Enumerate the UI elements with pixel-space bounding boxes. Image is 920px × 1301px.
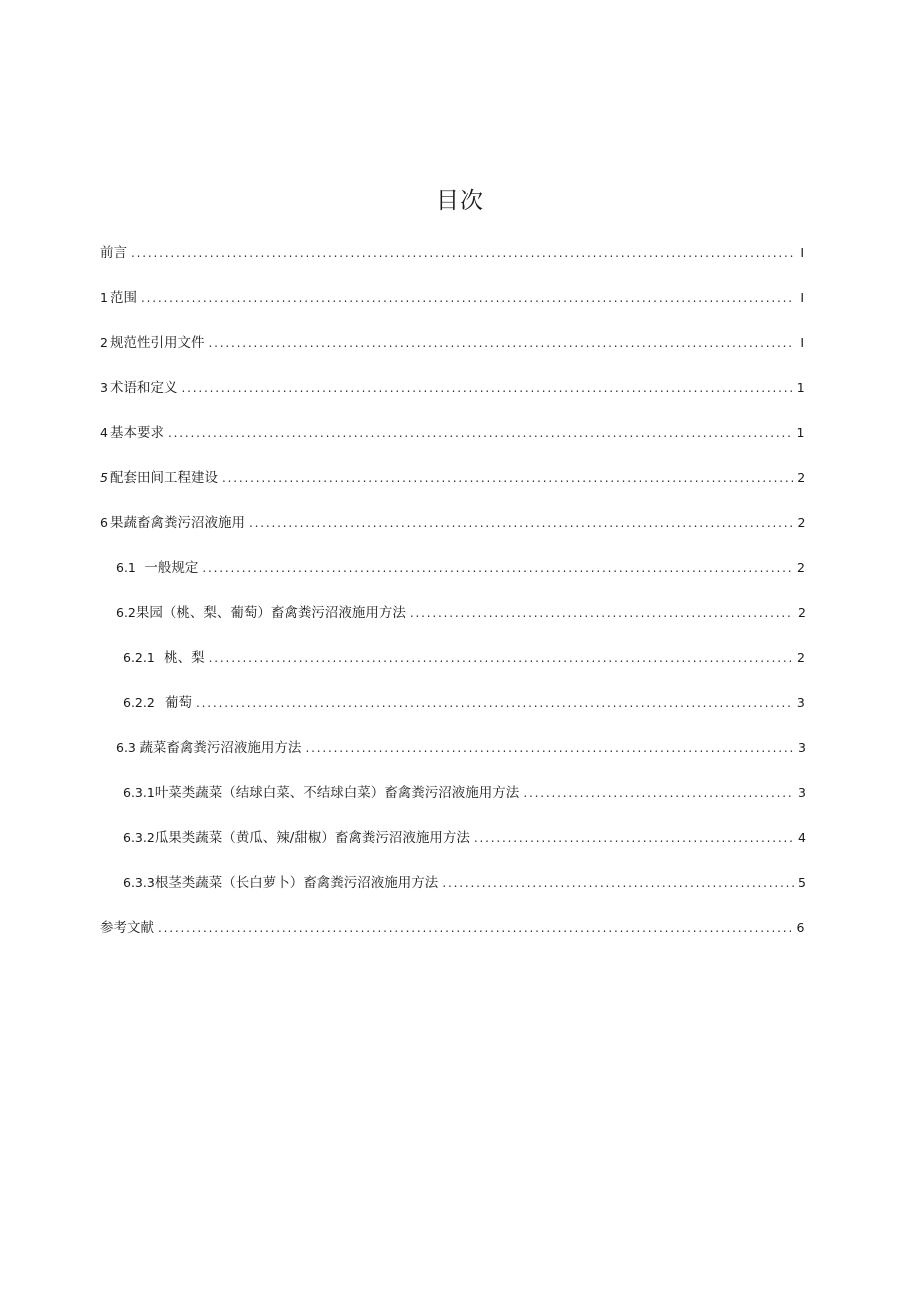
toc-dot-leader — [202, 555, 793, 581]
toc-entry-peach-pear[interactable] — [100, 645, 804, 690]
toc-entry-number: 6 — [100, 515, 108, 530]
toc-entry-page: 5 — [798, 875, 806, 890]
toc-entry-general-provisions[interactable] — [100, 555, 804, 600]
toc-dot-leader — [196, 690, 793, 716]
toc-entry-page: 2 — [797, 470, 806, 485]
toc-list — [100, 240, 804, 960]
toc-entry-field-engineering[interactable] — [100, 465, 804, 510]
toc-entry-label: 叶菜类蔬菜（结球白菜、不结球白菜）畜禽粪污沼液施用方法 — [154, 785, 520, 801]
toc-entry-label: 瓜果类蔬菜（黄瓜、辣/甜椒）畜禽粪污沼液施用方法 — [154, 830, 470, 846]
toc-entry-grape[interactable] — [100, 690, 804, 735]
toc-entry-vegetable-method[interactable] — [100, 735, 804, 780]
toc-dot-leader — [523, 780, 794, 806]
toc-entry-fruit-vegetables[interactable] — [100, 825, 804, 870]
toc-entry-label: 参考文献 — [100, 920, 154, 936]
toc-entry-terms-definitions[interactable] — [100, 375, 804, 420]
toc-entry-number: 6.2.2 — [123, 695, 155, 710]
toc-entry-page: 2 — [797, 515, 806, 530]
toc-entry-number: 1 — [100, 290, 108, 305]
toc-entry-label: 果蔬畜禽粪污沼液施用 — [109, 515, 245, 531]
toc-entry-number: 6.2 — [116, 605, 136, 620]
toc-entry-label: 前言 — [100, 245, 127, 261]
toc-entry-manure-application[interactable] — [100, 510, 804, 555]
toc-entry-page: 3 — [796, 695, 805, 710]
toc-dot-leader — [249, 510, 794, 536]
toc-entry-page: 2 — [798, 605, 806, 620]
toc-dot-leader — [141, 285, 794, 311]
toc-entry-label: 一般规定 — [144, 560, 199, 576]
toc-entry-page: 2 — [796, 560, 805, 575]
toc-entry-number: 6.2.1 — [123, 650, 155, 665]
toc-entry-scope[interactable] — [100, 285, 804, 330]
toc-entry-bibliography[interactable] — [100, 915, 804, 960]
toc-entry-label: 桃、梨 — [164, 650, 205, 666]
toc-entry-label: 果园（桃、梨、葡萄）畜禽粪污沼液施用方法 — [135, 605, 406, 621]
toc-entry-label: 根茎类蔬菜（长白萝卜）畜禽粪污沼液施用方法 — [154, 875, 439, 891]
toc-dot-leader — [222, 465, 793, 491]
toc-entry-number: 6.3 — [116, 740, 136, 755]
toc-entry-page: I — [800, 335, 804, 350]
toc-entry-page: 2 — [797, 650, 805, 665]
toc-dot-leader — [181, 375, 792, 401]
toc-entry-page: 1 — [796, 425, 805, 440]
toc-dot-leader — [410, 600, 794, 626]
toc-entry-page: 3 — [798, 740, 806, 755]
toc-entry-number: 2 — [100, 335, 108, 350]
toc-entry-number: 6.3.2 — [123, 830, 155, 845]
toc-entry-number: 6.1 — [116, 560, 136, 575]
toc-entry-page: 4 — [798, 830, 806, 845]
toc-dot-leader — [208, 330, 794, 356]
toc-entry-number: 5 — [100, 470, 108, 485]
toc-entry-page: I — [800, 245, 804, 260]
toc-entry-label: 术语和定义 — [109, 380, 178, 396]
toc-entry-page: I — [800, 290, 804, 305]
toc-entry-root-vegetables[interactable] — [100, 870, 804, 915]
toc-entry-number: 6.3.3 — [123, 875, 155, 890]
toc-dot-leader — [168, 420, 793, 446]
toc-entry-number: 3 — [100, 380, 108, 395]
toc-dot-leader — [209, 645, 793, 671]
toc-dot-leader — [474, 825, 794, 851]
toc-entry-label: 葡萄 — [165, 695, 193, 711]
toc-entry-basic-requirements[interactable] — [100, 420, 804, 465]
toc-entry-normative-references[interactable] — [100, 330, 804, 375]
toc-entry-leafy-vegetables[interactable] — [100, 780, 804, 825]
toc-entry-label: 配套田间工程建设 — [109, 470, 218, 486]
toc-entry-page: 6 — [796, 920, 805, 935]
toc-entry-number: 6.3.1 — [123, 785, 155, 800]
toc-dot-leader — [305, 735, 794, 761]
toc-entry-number: 4 — [100, 425, 108, 440]
toc-entry-label: 范围 — [109, 290, 137, 306]
toc-entry-label: 蔬菜畜禽粪污沼液施用方法 — [139, 740, 302, 756]
toc-title: 目次 — [436, 188, 484, 214]
toc-entry-label: 规范性引用文件 — [109, 335, 205, 351]
toc-dot-leader — [158, 915, 792, 941]
toc-dot-leader — [131, 240, 794, 266]
toc-entry-page: 1 — [796, 380, 805, 395]
toc-entry-page: 3 — [798, 785, 806, 800]
toc-entry-foreword[interactable] — [100, 240, 804, 285]
toc-dot-leader — [442, 870, 794, 896]
toc-entry-label: 基本要求 — [109, 425, 164, 441]
toc-entry-orchard-method[interactable] — [100, 600, 804, 645]
